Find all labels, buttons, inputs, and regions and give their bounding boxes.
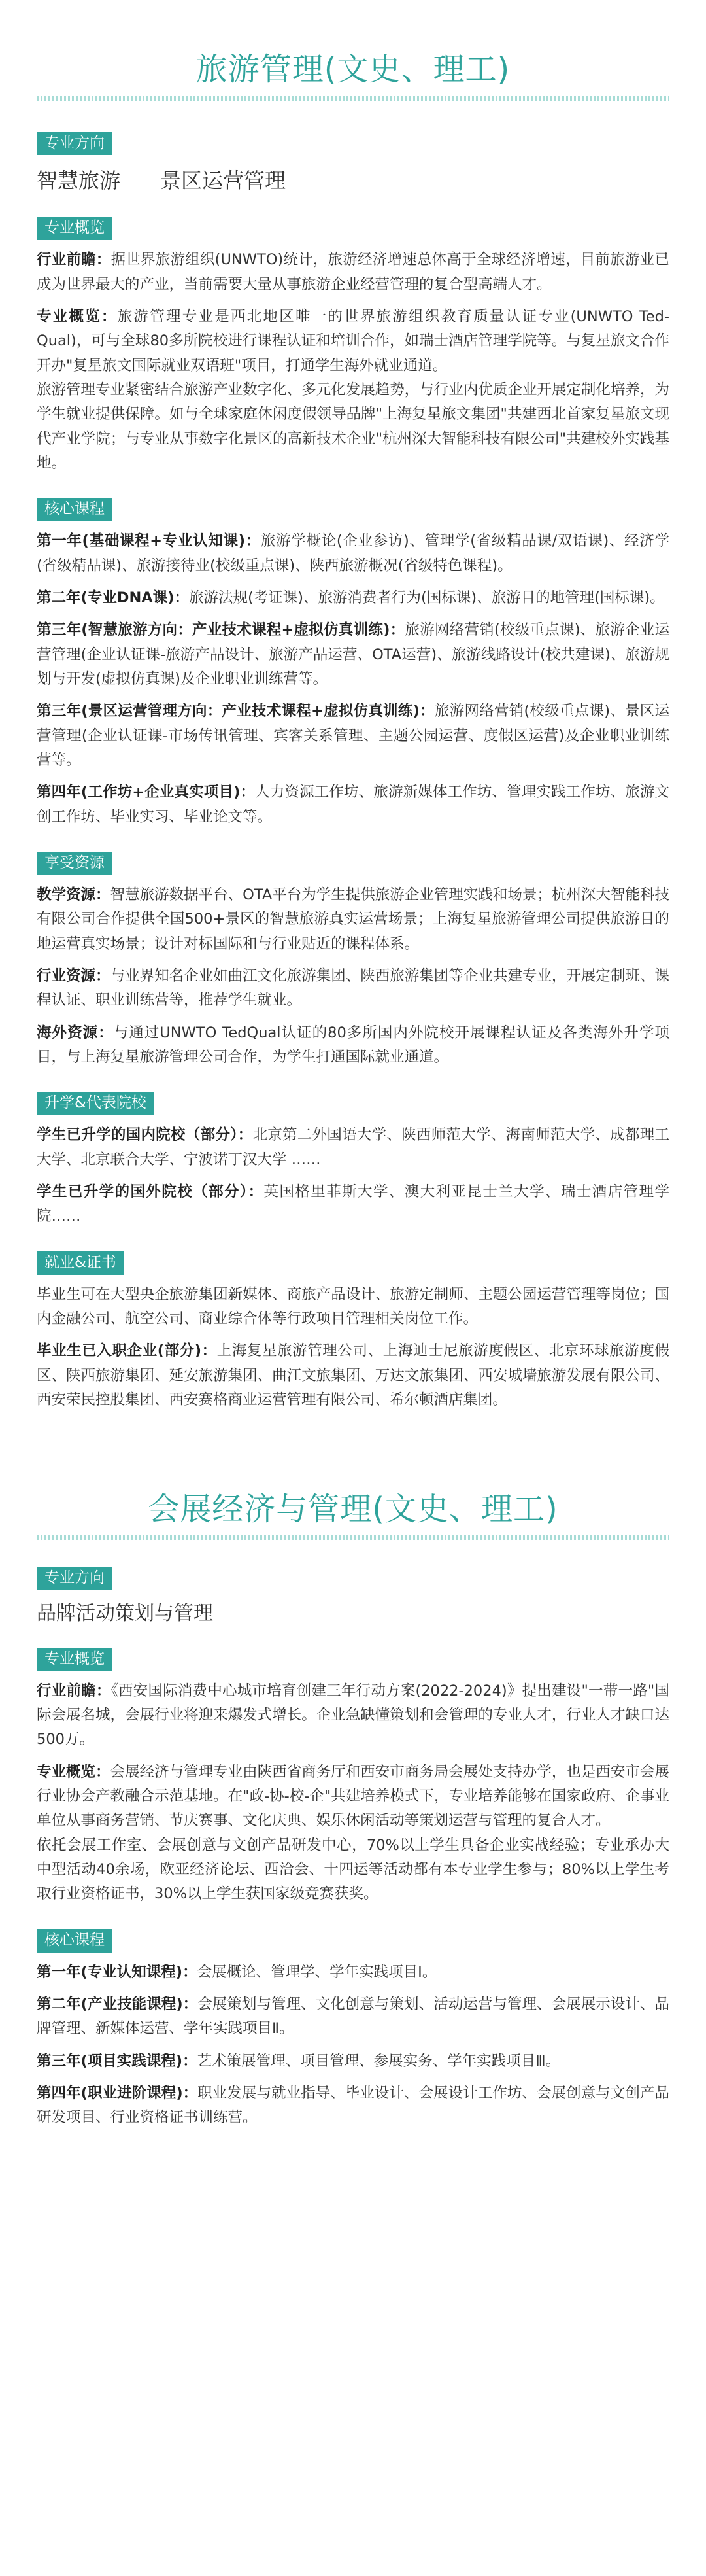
tag-resources: 享受资源 bbox=[37, 852, 112, 875]
title-block bbox=[37, 1412, 669, 1540]
para-label: 行业前瞻： bbox=[37, 251, 111, 269]
paragraph bbox=[37, 1283, 669, 1332]
title-divider bbox=[37, 1535, 669, 1540]
para-text: 北京第二外国语大学、陕西师范大学、海南师范大学、成都理工大学、北京联合大学、宁波诺丁汉大学 …… bbox=[37, 1126, 669, 1168]
section-title: 会展经济与管理(文史、理工) bbox=[148, 1491, 558, 1528]
resource-list bbox=[37, 883, 669, 1070]
para-label: 第二年(产业技能课程)： bbox=[37, 1996, 198, 2013]
paragraph bbox=[37, 529, 669, 578]
para-text: 旅游管理专业是西北地区唯一的世界旅游组织教育质量认证专业(UNWTO Ted-Qual)，可与全球80多所院校进行课程认证和培训合作，如瑞士酒店管理学院等。与复星旅文合作开办"复星旅文国际就业双语班"项目，打通学生海外就业通道。 bbox=[37, 308, 669, 374]
para-text: 旅游网络营销(校级重点课)、旅游企业运营管理(企业认证课-旅游产品设计、旅游产品运营、OTA运营)、旅游线路设计(校共建课)、旅游规划与开发(虚拟仿真课)及企业职业训练营等。 bbox=[37, 621, 670, 688]
paragraph bbox=[37, 883, 669, 956]
tag-major-direction: 专业方向 bbox=[37, 1567, 112, 1590]
tag-schools: 升学&代表院校 bbox=[37, 1092, 154, 1115]
paragraph bbox=[37, 1123, 669, 1172]
para-label: 行业前瞻： bbox=[37, 1682, 111, 1699]
para-text: 毕业生可在大型央企旅游集团新媒体、商旅产品设计、旅游定制师、主题公园运营管理等岗位；国内金融公司、航空公司、商业综合体等行政项目管理相关岗位工作。 bbox=[37, 1285, 669, 1327]
page-title: 旅游管理(文史、理工) bbox=[195, 51, 511, 88]
course-list bbox=[37, 529, 669, 829]
major-directions: 智慧旅游 景区运营管理 bbox=[37, 168, 286, 194]
tag-major-direction: 专业方向 bbox=[37, 132, 112, 156]
para-text: 会展概论、管理学、学年实践项目Ⅰ。 bbox=[197, 1963, 437, 1981]
paragraph bbox=[37, 618, 669, 691]
tag-jobs: 就业&证书 bbox=[37, 1251, 124, 1275]
paragraph bbox=[37, 780, 669, 829]
paragraph bbox=[37, 248, 669, 297]
para-label: 专业概览： bbox=[37, 308, 118, 326]
para-text: 旅游管理专业紧密结合旅游产业数字化、多元化发展趋势，与行业内优质企业开展定制化培养，为学生就业提供保障。如与全球家庭休闲度假领导品牌"上海复星旅文集团"共建西北首家复星旅文现代产业学院；与专业从事数字化景区的高新技术企业"杭州深大智能科技有限公司"共建校外实践基地。 bbox=[37, 381, 669, 472]
para-text: 《西安国际消费中心城市培育创建三年行动方案(2022-2024)》提出建设"一带一路"国际会展名城，会展行业将迎来爆发式增长。企业急缺懂策划和会管理的专业人才，行业人才缺口达500万。 bbox=[37, 1682, 669, 1749]
para-text: 职业发展与就业指导、毕业设计、会展设计工作坊、会展创意与文创产品研发项目、行业资格证书训练营。 bbox=[37, 2085, 669, 2127]
para-label: 海外资源： bbox=[37, 1024, 114, 1041]
para-label: 学生已升学的国内院校（部分）： bbox=[37, 1126, 253, 1144]
paragraph bbox=[37, 1180, 669, 1229]
paragraph bbox=[37, 964, 669, 1013]
para-text: 与通过UNWTO TedQual认证的80多所国内外院校开展课程认证及各类海外升学项目，与上海复星旅游管理公司合作，为学生打通国际就业通道。 bbox=[37, 1024, 669, 1066]
para-text: 旅游网络营销(校级重点课)、景区运营管理(企业认证课-市场传讯管理、宾客关系管理、主题公园运营、度假区运营)及企业职业训练营等。 bbox=[37, 703, 670, 769]
paragraph bbox=[37, 1760, 669, 1834]
para-label: 第一年(专业认知课程)： bbox=[37, 1963, 197, 1981]
title-block bbox=[37, 0, 669, 101]
tag-core-courses: 核心课程 bbox=[37, 498, 112, 521]
paragraph bbox=[37, 1021, 669, 1070]
para-label: 第二年(专业DNA课)： bbox=[37, 589, 189, 607]
paragraph bbox=[37, 1834, 669, 1907]
paragraph bbox=[37, 1993, 669, 2042]
para-text: 上海复星旅游管理公司、上海迪士尼旅游度假区、北京环球旅游度假区、陕西旅游集团、延安旅游集团、曲江文旅集团、万达文旅集团、西安城墙旅游发展有限公司、西安荣民控股集团、西安赛格商业运营管理有限公司、希尔顿酒店集团。 bbox=[37, 1342, 669, 1408]
para-label: 第三年(景区运营管理方向：产业技术课程+虚拟仿真训练)： bbox=[37, 703, 435, 720]
school-list bbox=[37, 1123, 669, 1228]
para-text: 会展经济与管理专业由陕西省商务厅和西安市商务局会展处支持办学，也是西安市会展行业协会产教融合示范基地。在"政-协-校-企"共建培养模式下，专业培养能够在国家政府、企事业单位从事商务营销、节庆赛事、文化庆典、娱乐休闲活动等策划运营与管理的复合人才。 bbox=[37, 1763, 669, 1830]
para-text: 人力资源工作坊、旅游新媒体工作坊、管理实践工作坊、旅游文创工作坊、毕业实习、毕业论文等。 bbox=[37, 784, 669, 826]
para-text: 艺术策展管理、项目管理、参展实务、学年实践项目Ⅲ。 bbox=[197, 2052, 561, 2070]
paragraph bbox=[37, 699, 669, 773]
tag-overview: 专业概览 bbox=[37, 1648, 112, 1671]
section-exhibition-management bbox=[0, 1412, 706, 2130]
para-label: 第三年(智慧旅游方向：产业技术课程+虚拟仿真训练)： bbox=[37, 621, 405, 639]
para-label: 第四年(职业进阶课程)： bbox=[37, 2085, 198, 2102]
course-list bbox=[37, 1960, 669, 2131]
tag-core-courses: 核心课程 bbox=[37, 1929, 112, 1953]
paragraph bbox=[37, 378, 669, 476]
paragraph bbox=[37, 1339, 669, 1412]
para-label: 第四年(工作坊+企业真实项目)： bbox=[37, 784, 256, 801]
para-label: 专业概览： bbox=[37, 1763, 110, 1781]
para-text: 旅游学概论(企业参访)、管理学(省级精品课/双语课)、经济学(省级精品课)、旅游接待业(校级重点课)、陕西旅游概况(省级特色课程)。 bbox=[37, 532, 669, 574]
overview-list bbox=[37, 248, 669, 476]
paragraph bbox=[37, 1679, 669, 1752]
para-label: 教学资源： bbox=[37, 886, 110, 904]
para-text: 会展策划与管理、文化创意与策划、活动运营与管理、会展展示设计、品牌管理、新媒体运营、学年实践项目Ⅱ。 bbox=[37, 1996, 669, 2038]
title-divider bbox=[37, 96, 669, 101]
para-label: 学生已升学的国外院校（部分）： bbox=[37, 1183, 264, 1201]
major-directions: 品牌活动策划与管理 bbox=[37, 1601, 213, 1625]
paragraph bbox=[37, 1960, 669, 1985]
para-label: 第一年(基础课程+专业认知课)： bbox=[37, 532, 261, 550]
para-text: 智慧旅游数据平台、OTA平台为学生提供旅游企业管理实践和场景；杭州深大智能科技有限公司合作提供全国500+景区的智慧旅游真实运营场景；上海复星旅游管理公司提供旅游目的地运营真实场景；设计对标国际和与行业贴近的课程体系。 bbox=[37, 886, 669, 952]
paragraph bbox=[37, 2081, 669, 2131]
para-text: 依托会展工作室、会展创意与文创产品研发中心，70%以上学生具备企业实战经验；专业承办大中型活动40余场，欧亚经济论坛、西洽会、十四运等活动都有本专业学生参与；80%以上学生考取行业资格证书，30%以上学生获国家级竞赛获奖。 bbox=[37, 1836, 669, 1903]
para-text: 英国格里菲斯大学、澳大利亚昆士兰大学、瑞士酒店管理学院…… bbox=[37, 1183, 669, 1225]
para-label: 毕业生已入职企业(部分)： bbox=[37, 1342, 217, 1360]
para-text: 据世界旅游组织(UNWTO)统计，旅游经济增速总体高于全球经济增速，目前旅游业已成为世界最大的产业，当前需要大量从事旅游企业经营管理的复合型高端人才。 bbox=[37, 251, 669, 293]
job-list bbox=[37, 1283, 669, 1413]
para-label: 行业资源： bbox=[37, 967, 110, 985]
paragraph bbox=[37, 586, 669, 610]
para-text: 旅游法规(考证课)、旅游消费者行为(国标课)、旅游目的地管理(国标课)。 bbox=[189, 589, 665, 607]
paragraph bbox=[37, 305, 669, 378]
overview-list bbox=[37, 1679, 669, 1907]
para-text: 与业界知名企业如曲江文化旅游集团、陕西旅游集团等企业共建专业，开展定制班、课程认证、职业训练营等，推荐学生就业。 bbox=[37, 967, 669, 1009]
paragraph bbox=[37, 2049, 669, 2074]
para-label: 第三年(项目实践课程)： bbox=[37, 2052, 197, 2070]
tag-overview: 专业概览 bbox=[37, 217, 112, 240]
